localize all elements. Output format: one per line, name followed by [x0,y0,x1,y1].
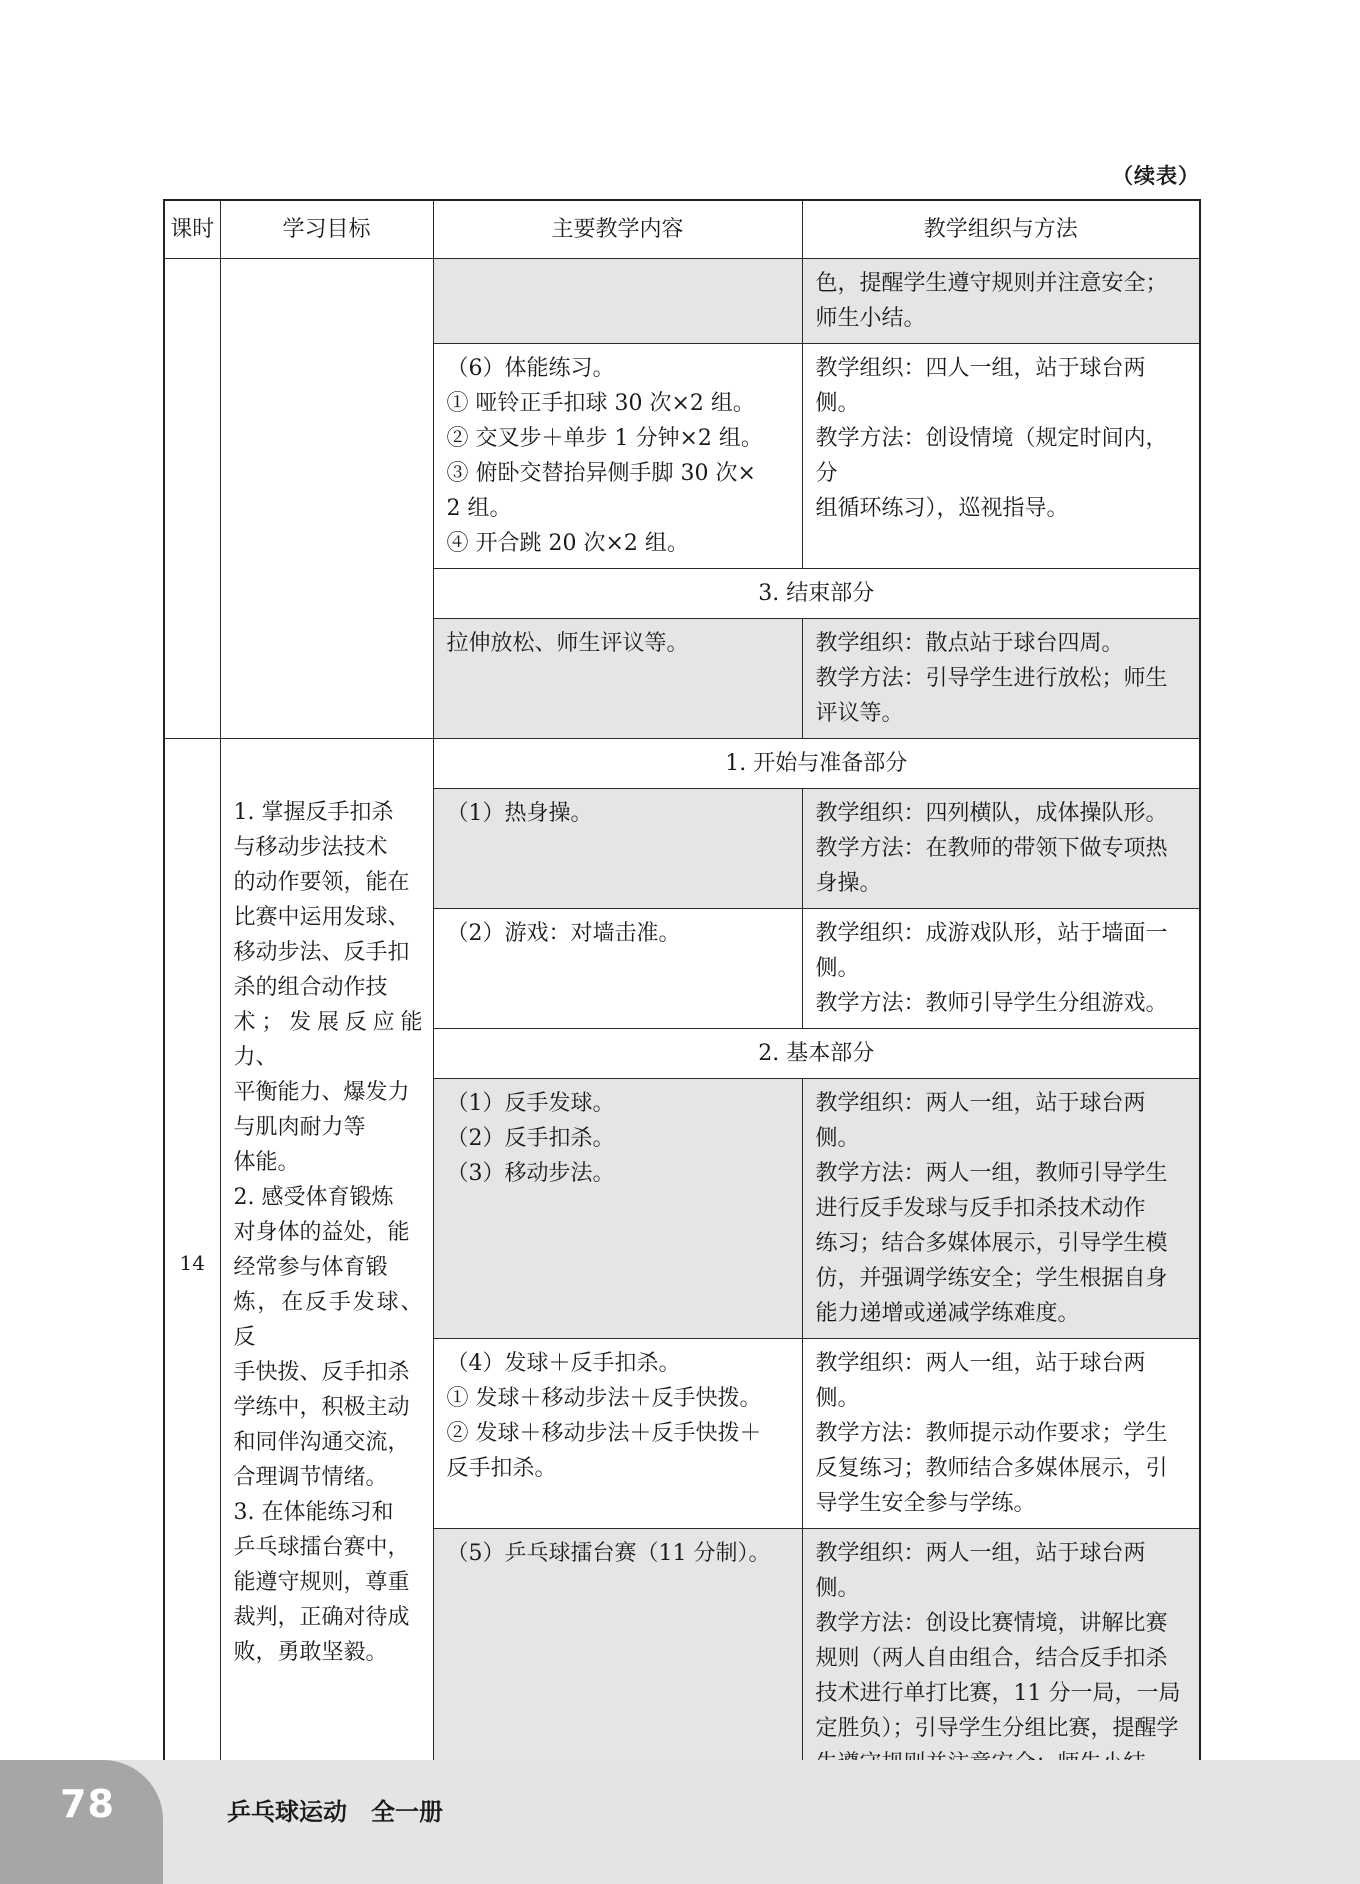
header-method: 教学组织与方法 [802,200,1200,259]
text-line: 教学方法：创设情境（规定时间内，分 [815,426,1168,486]
content-cell [433,789,802,909]
text-line: 教学组织：散点站于球台四周。 [815,631,1124,656]
text-line: ① 发球＋移动步法＋反手快拨。 [446,1386,762,1411]
text-line: 反复练习；教师结合多媒体展示，引 [815,1456,1168,1481]
page-number: 78 [60,1782,115,1826]
text-line: 评议等。 [815,701,904,726]
text-line: 教学方法：在教师的带领下做专项热 [815,836,1168,861]
content-cell [433,259,802,344]
text-line: 与移动步法技术 [233,835,388,860]
text-line: 体能。 [233,1150,300,1175]
text-line: 杀的组合动作技 [233,975,388,1000]
text-line: ② 交叉步＋单步 1 分钟×2 组。 [446,426,763,451]
table-row [164,259,1200,344]
content-cell [433,1529,802,1790]
text-line: 败，勇敢坚毅。 [233,1640,388,1665]
text-line: 教学方法：教师引导学生分组游戏。 [815,991,1168,1016]
method-cell [802,1079,1200,1339]
lesson-number: 14 [164,739,220,1790]
text-line: 教学方法：两人一组，教师引导学生 [815,1161,1168,1186]
method-cell [802,1529,1200,1790]
text-line: （6）体能练习。 [446,356,615,381]
text-line: 定胜负）；引导学生分组比赛，提醒学 [815,1716,1179,1741]
text-line: 色，提醒学生遵守规则并注意安全； [815,271,1168,296]
text-line: （3）移动步法。 [446,1161,615,1186]
footer-bar [0,1760,1360,1884]
text-line: 技术进行单打比赛，11 分一局，一局 [815,1681,1181,1706]
text-line: 比赛中运用发球、 [233,905,410,930]
method-cell [802,619,1200,739]
text-line: （2）反手扣杀。 [446,1126,615,1151]
text-line: 裁判，正确对待成 [233,1605,410,1630]
text-line: ④ 开合跳 20 次×2 组。 [446,531,689,556]
content-cell [433,1079,802,1339]
text-line: 教学方法：创设比赛情境，讲解比赛 [815,1611,1168,1636]
text-line: 拉伸放松、师生评议等。 [446,631,689,656]
header-lesson: 课时 [164,200,220,259]
text-line: 身操。 [815,871,882,896]
section-heading: 1. 开始与准备部分 [433,739,1200,789]
book-title: 乒乓球运动 全一册 [227,1798,443,1826]
method-cell [802,789,1200,909]
text-line: 教学组织：两人一组，站于球台两侧。 [815,1541,1146,1601]
text-line: 教学组织：四列横队，成体操队形。 [815,801,1168,826]
method-cell [802,259,1200,344]
goals-cell-prev [220,259,433,739]
text-line: 乒乓球擂台赛中， [233,1535,410,1560]
text-line: （2）游戏：对墙击准。 [446,921,681,946]
header-content: 主要教学内容 [433,200,802,259]
text-line: 手快拨、反手扣杀 [233,1360,410,1385]
text-line: 导学生安全参与学练。 [815,1491,1036,1516]
section-row [164,739,1200,789]
text-line: 2. 感受体育锻炼 [233,1185,394,1210]
text-line: 规则（两人自由组合，结合反手扣杀 [815,1646,1168,1671]
section-heading: 3. 结束部分 [433,569,1200,619]
text-line: （1）热身操。 [446,801,593,826]
continued-label: （续表） [1112,164,1200,188]
text-line: 教学组织：四人一组，站于球台两侧。 [815,356,1146,416]
text-line: 教学组织：两人一组，站于球台两侧。 [815,1351,1146,1411]
text-line: ② 发球＋移动步法＋反手快拨＋ [446,1421,762,1446]
text-line: 教学方法：引导学生进行放松；师生 [815,666,1168,691]
text-line: 教学方法：教师提示动作要求；学生 [815,1421,1168,1446]
content-cell [433,909,802,1029]
text-line: 2 组。 [446,496,512,521]
text-line: 能遵守规则，尊重 [233,1570,410,1595]
text-line: 移动步法、反手扣 [233,940,410,965]
text-line: 平衡能力、爆发力 [233,1080,410,1105]
lesson-plan-table [163,199,1201,1790]
learning-goals [220,739,433,1790]
text-line: 进行反手发球与反手扣杀技术动作 [815,1196,1146,1221]
method-cell [802,1339,1200,1529]
text-line: 组循环练习），巡视指导。 [815,496,1069,521]
text-line: ① 哑铃正手扣球 30 次×2 组。 [446,391,755,416]
text-line: 经常参与体育锻 [233,1255,388,1280]
method-cell [802,344,1200,569]
text-line: 学练中，积极主动 [233,1395,410,1420]
lesson-number-prev [164,259,220,739]
text-line: 反手扣杀。 [446,1456,557,1481]
text-line: 能力递增或递减学练难度。 [815,1301,1080,1326]
text-line: ③ 俯卧交替抬异侧手脚 30 次× [446,461,756,486]
content-cell [433,619,802,739]
section-heading: 2. 基本部分 [433,1029,1200,1079]
method-cell [802,909,1200,1029]
text-line: 和同伴沟通交流， [233,1430,410,1455]
content-cell [433,1339,802,1529]
text-line: 1. 掌握反手扣杀 [233,800,394,825]
text-line: 教学组织：成游戏队形，站于墙面一侧。 [815,921,1168,981]
text-line: （5）乒乓球擂台赛（11 分制）。 [446,1541,771,1566]
text-line: 仿，并强调学练安全；学生根据自身 [815,1266,1168,1291]
text-line: 术；发展反应能力、 [233,1010,423,1070]
text-line: 练习；结合多媒体展示，引导学生模 [815,1231,1168,1256]
text-line: 师生小结。 [815,306,926,331]
table-header-row [164,200,1200,259]
content-cell [433,344,802,569]
text-line: （4）发球＋反手扣杀。 [446,1351,681,1376]
header-goals: 学习目标 [220,200,433,259]
text-line: （1）反手发球。 [446,1091,615,1116]
text-line: 对身体的益处，能 [233,1220,410,1245]
text-line: 教学组织：两人一组，站于球台两侧。 [815,1091,1146,1151]
text-line: 3. 在体能练习和 [233,1500,394,1525]
text-line: 与肌肉耐力等 [233,1115,366,1140]
text-line: 炼，在反手发球、反 [233,1290,423,1350]
text-line: 合理调节情绪。 [233,1465,388,1490]
text-line: 的动作要领，能在 [233,870,410,895]
